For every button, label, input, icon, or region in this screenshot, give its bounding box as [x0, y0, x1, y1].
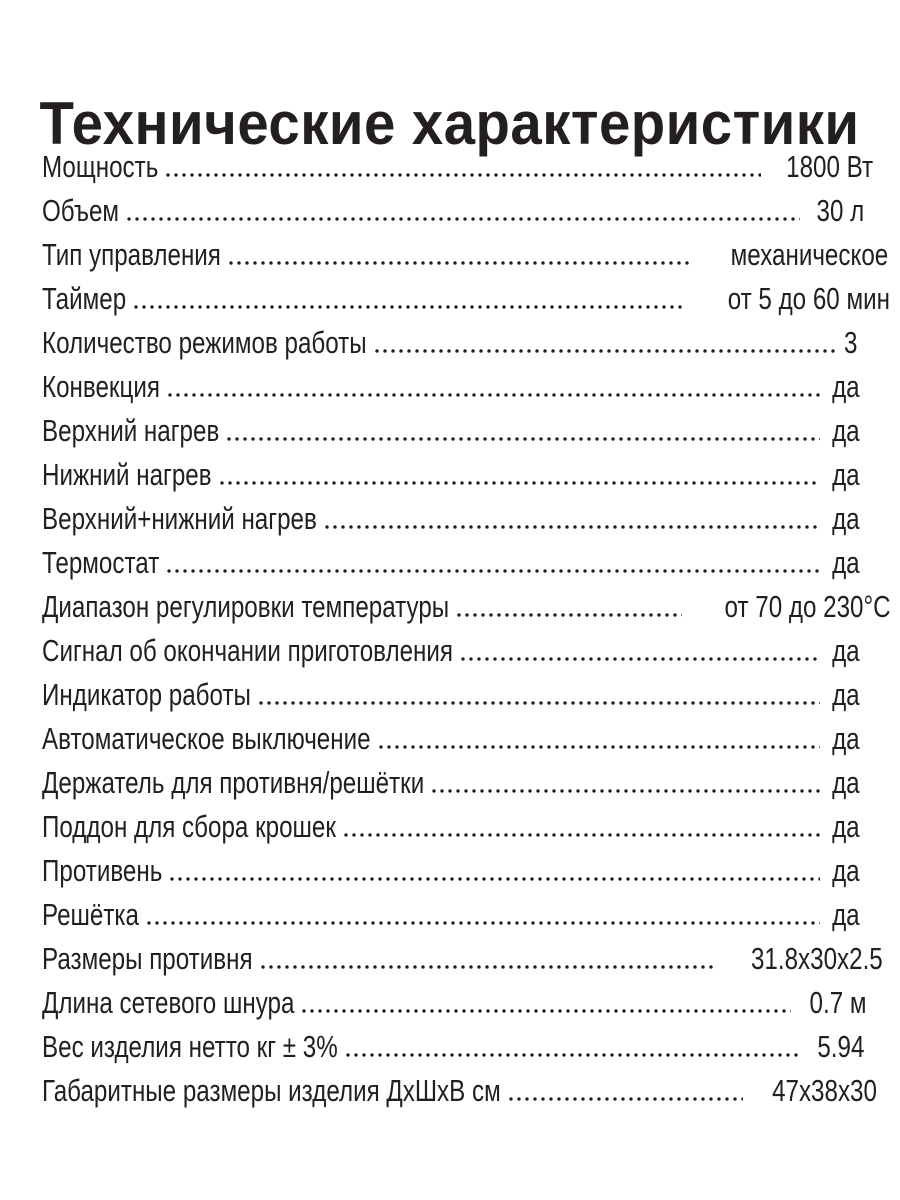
dot-leader	[145, 921, 820, 925]
spec-label: Поддон для сбора крошек	[42, 809, 336, 844]
spec-value: 0.7 м	[809, 985, 867, 1020]
spec-value: да	[832, 721, 861, 756]
spec-value: да	[832, 545, 861, 580]
spec-value: да	[832, 633, 861, 668]
spec-list	[42, 145, 891, 1113]
dot-leader	[259, 965, 717, 969]
dot-leader	[257, 701, 821, 705]
spec-label: Конвекция	[42, 369, 160, 404]
spec-label: Автоматическое выключение	[42, 721, 371, 756]
spec-row	[42, 321, 857, 365]
spec-value: 5.94	[817, 1029, 865, 1064]
spec-label: Объем	[42, 193, 120, 228]
dot-leader	[168, 877, 820, 881]
spec-label: Габаритные размеры изделия ДхШхВ см	[42, 1073, 501, 1108]
spec-value: от 5 до 60 мин	[727, 281, 890, 316]
spec-value: механическое	[731, 237, 889, 272]
spec-label: Тип управления	[42, 237, 221, 272]
spec-label: Верхний+нижний нагрев	[42, 501, 317, 536]
spec-label: Таймер	[42, 281, 127, 316]
spec-value: 31.8х30х2.5	[751, 941, 883, 976]
dot-leader	[227, 261, 691, 265]
dot-leader	[164, 173, 761, 177]
spec-row	[42, 1069, 878, 1113]
spec-value: от 70 до 230°С	[724, 589, 891, 624]
spec-row	[42, 981, 867, 1025]
dot-leader	[125, 217, 800, 221]
spec-row	[42, 673, 861, 717]
spec-value: да	[832, 897, 861, 932]
spec-label: Решётка	[42, 897, 140, 932]
spec-row	[42, 1025, 865, 1069]
dot-leader	[459, 657, 820, 661]
spec-row	[42, 233, 889, 277]
spec-value: да	[832, 765, 861, 800]
spec-value: 3	[843, 325, 857, 360]
spec-row	[42, 849, 861, 893]
spec-value: да	[832, 809, 861, 844]
spec-value: да	[832, 369, 861, 404]
spec-label: Противень	[42, 853, 163, 888]
spec-label: Верхний нагрев	[42, 413, 220, 448]
spec-label: Длина сетевого шнура	[42, 985, 295, 1020]
spec-value: да	[832, 677, 861, 712]
spec-value: да	[832, 457, 861, 492]
spec-label: Термостат	[42, 545, 160, 580]
spec-label: Держатель для противня/решётки	[42, 765, 425, 800]
spec-row	[42, 937, 883, 981]
dot-leader	[377, 745, 821, 749]
spec-label: Мощность	[42, 149, 159, 184]
spec-row	[42, 805, 861, 849]
dot-leader	[342, 833, 820, 837]
dot-leader	[165, 569, 820, 573]
dot-leader	[323, 525, 821, 529]
spec-label: Индикатор работы	[42, 677, 251, 712]
spec-label: Размеры противня	[42, 941, 253, 976]
page-title: Технические характеристики	[39, 90, 860, 158]
spec-value: да	[832, 501, 861, 536]
spec-label: Сигнал об окончании приготовления	[42, 633, 453, 668]
dot-leader	[166, 393, 821, 397]
spec-value: да	[832, 413, 861, 448]
dot-leader	[455, 613, 682, 617]
spec-label: Нижний нагрев	[42, 457, 212, 492]
spec-label: Диапазон регулировки температуры	[42, 589, 450, 624]
spec-row	[42, 365, 861, 409]
dot-leader	[430, 789, 820, 793]
spec-label: Вес изделия нетто кг ± 3%	[42, 1029, 338, 1064]
spec-value: да	[832, 853, 861, 888]
spec-row	[42, 277, 890, 321]
dot-leader	[344, 1053, 801, 1057]
spec-row	[42, 893, 861, 937]
dot-leader	[218, 481, 821, 485]
spec-row	[42, 497, 861, 541]
dot-leader	[300, 1009, 791, 1013]
spec-row	[42, 409, 861, 453]
dot-leader	[132, 305, 686, 309]
dot-leader	[507, 1097, 743, 1101]
spec-row	[42, 189, 865, 233]
spec-value: 1800 Вт	[786, 149, 874, 184]
spec-row	[42, 585, 891, 629]
spec-label: Количество режимов работы	[42, 325, 367, 360]
spec-value: 30 л	[816, 193, 865, 228]
spec-row	[42, 541, 861, 585]
dot-leader	[225, 437, 820, 441]
spec-row	[42, 453, 861, 497]
spec-row	[42, 629, 861, 673]
spec-row	[42, 145, 874, 189]
spec-value: 47х38х30	[772, 1073, 878, 1108]
spec-row	[42, 717, 861, 761]
dot-leader	[373, 349, 835, 353]
spec-row	[42, 761, 861, 805]
